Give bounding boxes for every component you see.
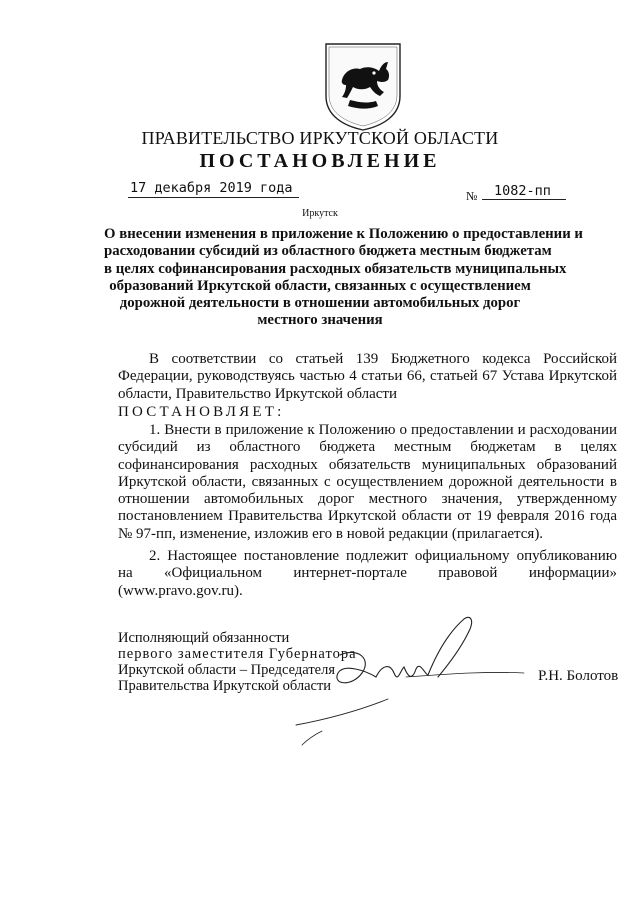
government-name: ПРАВИТЕЛЬСТВО ИРКУТСКОЙ ОБЛАСТИ: [141, 128, 499, 148]
handwritten-signature: [288, 607, 528, 752]
number-sign: №: [466, 189, 478, 203]
title-line: образований Иркутской области, связанных с осуществлением: [109, 277, 531, 294]
city-name: Иркутск: [302, 208, 338, 219]
title-line: расходовании субсидий из областного бюджета местным бюджетам: [104, 243, 552, 260]
position-line: Правительства Иркутской области: [118, 678, 332, 694]
signer-name: Р.Н. Болотов: [538, 668, 619, 684]
decree-item-1: 1. Внести в приложение к Положению о предоставлении и расходовании субсидий из областного бюджета местным бюджетам в целях софинансирования расходных обязательств муниципальных образований Иркутской области, связанных с осуществлением дорожной деятельности в отношении автомобильных дорог местного значения, утвержденному постановлением Правительства Иркутской области от 19 февраля 2016 года № 97-пп, изменение, изложив его в новой редакции (прилагается).: [118, 422, 617, 542]
position-line: Иркутской области – Председателя: [118, 662, 335, 678]
title-line: дорожной деятельности в отношении автомобильных дорог: [119, 295, 521, 312]
decree-item-2: 2. Настоящее постановление подлежит официальному опубликованию на «Официальном интернет-портале правовой информации» (www.pravo.gov.ru).: [118, 548, 617, 599]
coat-of-arms-icon: [322, 40, 404, 132]
title-line: местного значения: [257, 312, 383, 329]
position-line: Исполняющий обязанности: [118, 630, 290, 646]
document-type: ПОСТАНОВЛЕНИЕ: [199, 150, 441, 172]
document-title: [104, 226, 583, 330]
document-date: 17 декабря 2019 года: [128, 180, 299, 198]
preamble-paragraph: В соответствии со статьей 139 Бюджетного кодекса Российской Федерации, руководствуясь частью 4 статьи 66, статьей 67 Устава Иркутской области, Правительство Иркутской области: [118, 351, 617, 402]
decree-word: ПОСТАНОВЛЯЕТ:: [118, 404, 285, 420]
document-number: 1082-пп: [482, 183, 566, 200]
position-line: первого заместителя Губернатора: [118, 646, 357, 662]
title-line: в целях софинансирования расходных обязательств муниципальных: [104, 260, 567, 277]
title-line: О внесении изменения в приложение к Положению о предоставлении и: [104, 226, 583, 242]
